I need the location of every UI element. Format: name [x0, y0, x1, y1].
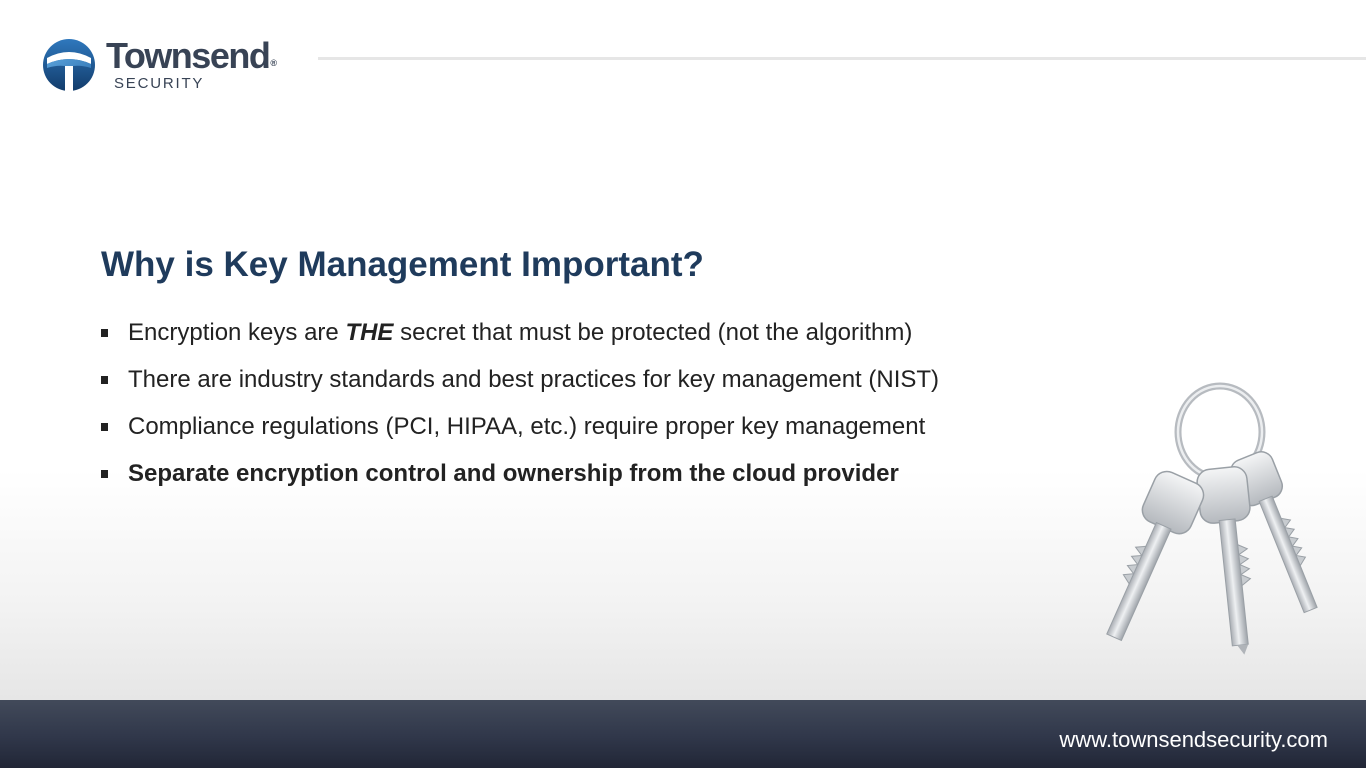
- square-bullet-icon: [101, 329, 108, 337]
- bullet-text: Separate encryption control and ownership from the cloud provider: [128, 460, 899, 487]
- logo-wordmark: Townsend®: [106, 35, 277, 76]
- website-url: www.townsendsecurity.com: [1059, 727, 1328, 752]
- square-bullet-icon: [101, 470, 108, 478]
- emphasis-text: THE: [345, 319, 394, 346]
- square-bullet-icon: [101, 423, 108, 431]
- keys-on-ring-icon: [1105, 380, 1320, 655]
- square-bullet-icon: [101, 376, 108, 384]
- bullet-text: There are industry standards and best practices for key management (NIST): [128, 366, 940, 393]
- logo-tagline: SECURITY: [114, 75, 205, 92]
- bullet-text: Encryption keys are THE secret that must be protected (not the algorithm): [128, 319, 913, 346]
- shield-t-logo-icon: [42, 38, 96, 92]
- townsend-security-logo: [42, 35, 302, 98]
- slide-title: Why is Key Management Important?: [101, 245, 704, 284]
- footer-bar: [0, 700, 1366, 768]
- registered-mark: ®: [270, 58, 277, 68]
- bullet-text: Compliance regulations (PCI, HIPAA, etc.) require proper key management: [128, 413, 926, 440]
- header-divider: [318, 57, 1366, 60]
